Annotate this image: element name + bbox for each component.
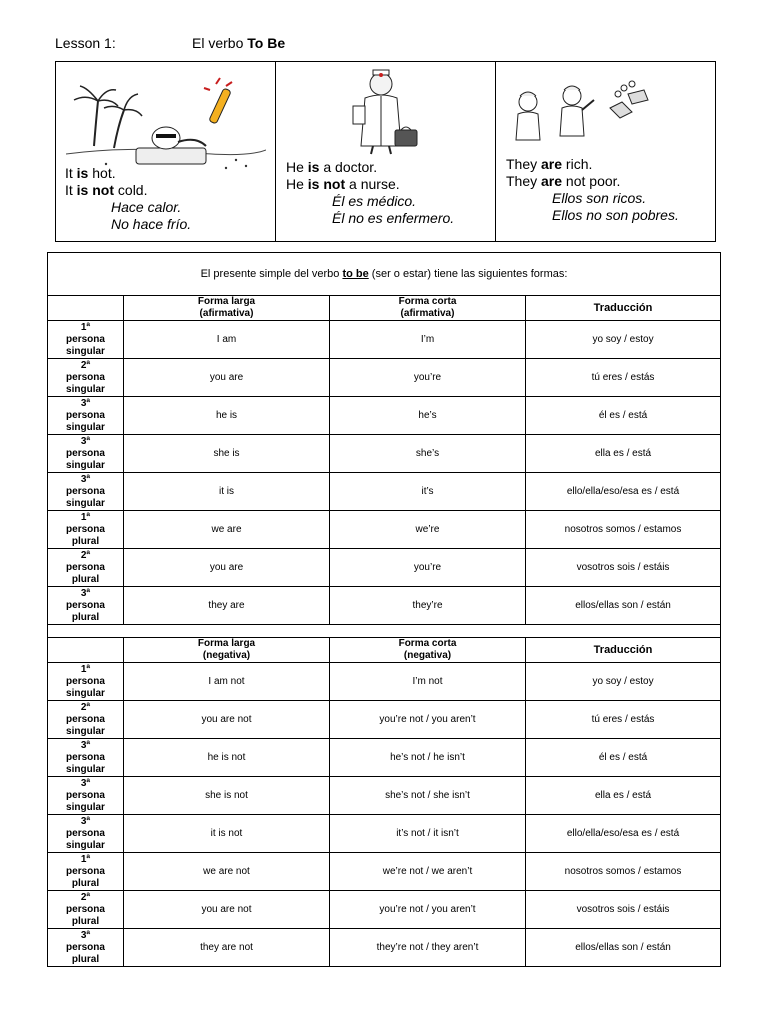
person-cell bbox=[48, 815, 124, 853]
short-form-cell bbox=[330, 511, 526, 549]
translation-cell bbox=[526, 853, 721, 891]
person-number: 3ª bbox=[80, 815, 91, 827]
example-cell-rich bbox=[496, 62, 715, 241]
translation-cell bbox=[526, 359, 721, 397]
person-cell bbox=[48, 511, 124, 549]
table-row bbox=[48, 701, 721, 739]
header-translation bbox=[526, 296, 721, 321]
long-form-text: she is not bbox=[205, 790, 248, 801]
translation-cell bbox=[526, 663, 721, 701]
header-line: Forma larga bbox=[197, 296, 256, 307]
translation-text: ello/ella/eso/esa es / está bbox=[566, 828, 680, 839]
short-form-text: we’re bbox=[415, 524, 440, 535]
translation-cell bbox=[526, 397, 721, 435]
person-cell bbox=[48, 663, 124, 701]
translation-text: tú eres / estás bbox=[591, 372, 655, 383]
table-intro-text: El presente simple del verbo to be (ser o estar) tiene las siguientes formas: bbox=[48, 253, 721, 296]
long-form-cell bbox=[124, 321, 330, 359]
person-word: persona bbox=[66, 751, 105, 763]
person-cell bbox=[48, 321, 124, 359]
translation-cell bbox=[526, 549, 721, 587]
header-short-form bbox=[330, 638, 526, 663]
translation-text: él es / está bbox=[598, 752, 648, 763]
person-count: singular bbox=[66, 421, 105, 433]
person-word: persona bbox=[66, 865, 105, 877]
long-form-cell bbox=[124, 549, 330, 587]
table-header-row bbox=[48, 296, 721, 321]
translation-text: tú eres / estás bbox=[591, 714, 655, 725]
long-form-cell bbox=[124, 929, 330, 967]
person-count: singular bbox=[66, 839, 105, 851]
table-row bbox=[48, 321, 721, 359]
short-form-cell bbox=[330, 929, 526, 967]
long-form-cell bbox=[124, 891, 330, 929]
person-number: 2ª bbox=[80, 701, 91, 713]
person-cell bbox=[48, 435, 124, 473]
long-form-text: you are not bbox=[201, 904, 252, 915]
person-number: 3ª bbox=[80, 739, 91, 751]
sentence-line: They are not poor. bbox=[506, 173, 621, 189]
verb-forms-table bbox=[47, 252, 721, 967]
person-word: persona bbox=[66, 903, 105, 915]
long-form-text: you are bbox=[209, 372, 244, 383]
person-cell bbox=[48, 891, 124, 929]
table-intro-row bbox=[48, 253, 721, 296]
translation-text: yo soy / estoy bbox=[592, 334, 654, 345]
table-row bbox=[48, 397, 721, 435]
translation-text: nosotros somos / estamos bbox=[564, 524, 682, 535]
long-form-cell bbox=[124, 739, 330, 777]
person-word: persona bbox=[66, 523, 105, 535]
long-form-cell bbox=[124, 473, 330, 511]
table-row bbox=[48, 853, 721, 891]
table-row bbox=[48, 777, 721, 815]
long-form-cell bbox=[124, 435, 330, 473]
header-line: (afirmativa) bbox=[199, 308, 254, 319]
person-number: 2ª bbox=[80, 359, 91, 371]
long-form-text: I am not bbox=[208, 676, 245, 687]
person-count: singular bbox=[66, 383, 105, 395]
person-cell bbox=[48, 359, 124, 397]
long-form-text: we are not bbox=[203, 866, 250, 877]
person-count: plural bbox=[71, 877, 100, 889]
example-text-doctor bbox=[286, 159, 454, 227]
translation-cell bbox=[526, 587, 721, 625]
translation-line: No hace frío. bbox=[111, 216, 192, 232]
short-form-cell bbox=[330, 701, 526, 739]
short-form-cell bbox=[330, 815, 526, 853]
example-cell-doctor bbox=[276, 62, 496, 241]
long-form-cell bbox=[124, 511, 330, 549]
header-line: (negativa) bbox=[202, 650, 251, 661]
translation-line: Ellos son ricos. bbox=[552, 190, 647, 206]
example-text-rich bbox=[506, 156, 679, 224]
short-form-cell bbox=[330, 435, 526, 473]
translation-cell bbox=[526, 473, 721, 511]
short-form-text: you’re bbox=[413, 562, 442, 573]
short-form-text: we’re not / we aren’t bbox=[382, 866, 473, 877]
person-count: singular bbox=[66, 725, 105, 737]
long-form-cell bbox=[124, 397, 330, 435]
short-form-text: it’s not / it isn’t bbox=[396, 828, 459, 839]
person-word: persona bbox=[66, 561, 105, 573]
translation-cell bbox=[526, 321, 721, 359]
sentence-line: They are rich. bbox=[506, 156, 593, 172]
long-form-text: it is bbox=[219, 486, 234, 497]
header-empty bbox=[48, 296, 124, 321]
header-line: (afirmativa) bbox=[400, 308, 455, 319]
person-count: singular bbox=[66, 345, 105, 357]
person-word: persona bbox=[66, 675, 105, 687]
short-form-text: you’re not / you aren’t bbox=[379, 714, 476, 725]
short-form-cell bbox=[330, 321, 526, 359]
translation-line: Hace calor. bbox=[111, 199, 182, 215]
long-form-cell bbox=[124, 587, 330, 625]
long-form-text: she is bbox=[213, 448, 240, 459]
person-count: plural bbox=[71, 535, 100, 547]
sentence-line: He is not a nurse. bbox=[286, 176, 400, 192]
header-line: Forma larga bbox=[197, 638, 256, 649]
translation-cell bbox=[526, 777, 721, 815]
person-number: 3ª bbox=[80, 587, 91, 599]
person-number: 3ª bbox=[80, 397, 91, 409]
example-cell-hot bbox=[56, 62, 276, 241]
person-word: persona bbox=[66, 599, 105, 611]
person-word: persona bbox=[66, 713, 105, 725]
table-row bbox=[48, 815, 721, 853]
short-form-cell bbox=[330, 359, 526, 397]
person-count: singular bbox=[66, 459, 105, 471]
lesson-title: El verbo To Be bbox=[192, 35, 286, 51]
short-form-text: I’m not bbox=[412, 676, 443, 687]
person-count: plural bbox=[71, 915, 100, 927]
short-form-cell bbox=[330, 549, 526, 587]
long-form-text: we are bbox=[211, 524, 242, 535]
long-form-cell bbox=[124, 777, 330, 815]
long-form-text: they are not bbox=[200, 942, 253, 953]
long-form-text: they are bbox=[208, 600, 245, 611]
translation-cell bbox=[526, 815, 721, 853]
long-form-cell bbox=[124, 359, 330, 397]
header-long-form bbox=[124, 638, 330, 663]
person-count: singular bbox=[66, 763, 105, 775]
header-long-form bbox=[124, 296, 330, 321]
translation-cell bbox=[526, 511, 721, 549]
person-cell bbox=[48, 701, 124, 739]
person-cell bbox=[48, 587, 124, 625]
person-word: persona bbox=[66, 333, 105, 345]
person-number: 1ª bbox=[80, 853, 91, 865]
short-form-cell bbox=[330, 891, 526, 929]
header-line: Forma corta bbox=[398, 296, 457, 307]
long-form-text: you are bbox=[209, 562, 244, 573]
long-form-cell bbox=[124, 853, 330, 891]
header-short-form bbox=[330, 296, 526, 321]
person-number: 2ª bbox=[80, 891, 91, 903]
doctor-illustration bbox=[343, 66, 433, 156]
short-form-text: you’re bbox=[413, 372, 442, 383]
long-form-cell bbox=[124, 663, 330, 701]
person-cell bbox=[48, 777, 124, 815]
examples-box bbox=[55, 61, 716, 242]
person-cell bbox=[48, 739, 124, 777]
short-form-text: he’s not / he isn’t bbox=[390, 752, 465, 763]
person-number: 1ª bbox=[80, 663, 91, 675]
header-empty bbox=[48, 638, 124, 663]
translation-cell bbox=[526, 739, 721, 777]
person-number: 3ª bbox=[80, 929, 91, 941]
translation-cell bbox=[526, 891, 721, 929]
short-form-cell bbox=[330, 587, 526, 625]
translation-text: ella es / está bbox=[594, 448, 652, 459]
translation-text: él es / está bbox=[598, 410, 648, 421]
person-number: 3ª bbox=[80, 777, 91, 789]
short-form-cell bbox=[330, 397, 526, 435]
beach-sunbather-illustration bbox=[66, 76, 266, 176]
table-row bbox=[48, 587, 721, 625]
long-form-text: I am bbox=[216, 334, 237, 345]
sentence-line: It is not cold. bbox=[65, 182, 148, 198]
long-form-text: you are not bbox=[201, 714, 252, 725]
person-count: plural bbox=[71, 611, 100, 623]
long-form-text: he is bbox=[215, 410, 238, 421]
translation-cell bbox=[526, 929, 721, 967]
translation-text: ello/ella/eso/esa es / está bbox=[566, 486, 680, 497]
person-word: persona bbox=[66, 409, 105, 421]
person-number: 2ª bbox=[80, 549, 91, 561]
short-form-text: it’s bbox=[421, 486, 434, 497]
translation-text: yo soy / estoy bbox=[592, 676, 654, 687]
short-form-cell bbox=[330, 777, 526, 815]
table-spacer-row bbox=[48, 625, 721, 638]
short-form-cell bbox=[330, 663, 526, 701]
example-text-hot bbox=[65, 165, 191, 233]
person-word: persona bbox=[66, 447, 105, 459]
translation-cell bbox=[526, 701, 721, 739]
table-row bbox=[48, 473, 721, 511]
translation-line: Él es médico. bbox=[332, 193, 417, 209]
header-line: (negativa) bbox=[403, 650, 452, 661]
header-translation bbox=[526, 638, 721, 663]
short-form-cell bbox=[330, 853, 526, 891]
person-cell bbox=[48, 549, 124, 587]
short-form-text: I’m bbox=[420, 334, 435, 345]
sentence-line: It is hot. bbox=[65, 165, 116, 181]
translation-line: Él no es enfermero. bbox=[332, 210, 455, 226]
header-line: Traducción bbox=[593, 302, 653, 314]
person-count: singular bbox=[66, 801, 105, 813]
short-form-text: they’re not / they aren’t bbox=[376, 942, 479, 953]
header-line: Traducción bbox=[593, 644, 653, 656]
person-cell bbox=[48, 929, 124, 967]
table-row bbox=[48, 891, 721, 929]
table-row bbox=[48, 549, 721, 587]
person-number: 3ª bbox=[80, 435, 91, 447]
person-cell bbox=[48, 853, 124, 891]
translation-line: Ellos no son pobres. bbox=[552, 207, 679, 223]
short-form-text: he’s bbox=[418, 410, 437, 421]
translation-text: ellos/ellas son / están bbox=[575, 600, 671, 611]
short-form-text: they’re bbox=[412, 600, 443, 611]
person-word: persona bbox=[66, 789, 105, 801]
person-count: singular bbox=[66, 497, 105, 509]
table-row bbox=[48, 435, 721, 473]
long-form-cell bbox=[124, 701, 330, 739]
translation-text: ella es / está bbox=[594, 790, 652, 801]
short-form-cell bbox=[330, 739, 526, 777]
person-word: persona bbox=[66, 827, 105, 839]
short-form-text: you’re not / you aren’t bbox=[379, 904, 476, 915]
verb-forms-table-body bbox=[48, 253, 721, 967]
translation-text: nosotros somos / estamos bbox=[564, 866, 682, 877]
table-row bbox=[48, 511, 721, 549]
person-count: singular bbox=[66, 687, 105, 699]
short-form-text: she’s not / she isn’t bbox=[385, 790, 470, 801]
short-form-cell bbox=[330, 473, 526, 511]
person-word: persona bbox=[66, 941, 105, 953]
person-count: plural bbox=[71, 573, 100, 585]
translation-cell bbox=[526, 435, 721, 473]
lesson-label: Lesson 1: bbox=[55, 35, 116, 51]
table-row bbox=[48, 739, 721, 777]
person-word: persona bbox=[66, 371, 105, 383]
person-count: plural bbox=[71, 953, 100, 965]
translation-text: ellos/ellas son / están bbox=[575, 942, 671, 953]
person-cell bbox=[48, 397, 124, 435]
person-cell bbox=[48, 473, 124, 511]
translation-text: vosotros sois / estáis bbox=[576, 904, 670, 915]
long-form-text: it is not bbox=[210, 828, 243, 839]
person-number: 1ª bbox=[80, 511, 91, 523]
person-number: 1ª bbox=[80, 321, 91, 333]
sentence-line: He is a doctor. bbox=[286, 159, 378, 175]
person-word: persona bbox=[66, 485, 105, 497]
table-row bbox=[48, 929, 721, 967]
header-line: Forma corta bbox=[398, 638, 457, 649]
long-form-cell bbox=[124, 815, 330, 853]
spacer-cell bbox=[48, 625, 721, 638]
long-form-text: he is not bbox=[207, 752, 246, 763]
table-row bbox=[48, 663, 721, 701]
table-row bbox=[48, 359, 721, 397]
person-number: 3ª bbox=[80, 473, 91, 485]
translation-text: vosotros sois / estáis bbox=[576, 562, 670, 573]
short-form-text: she’s bbox=[415, 448, 440, 459]
table-header-row bbox=[48, 638, 721, 663]
boys-with-money-illustration bbox=[510, 80, 660, 150]
